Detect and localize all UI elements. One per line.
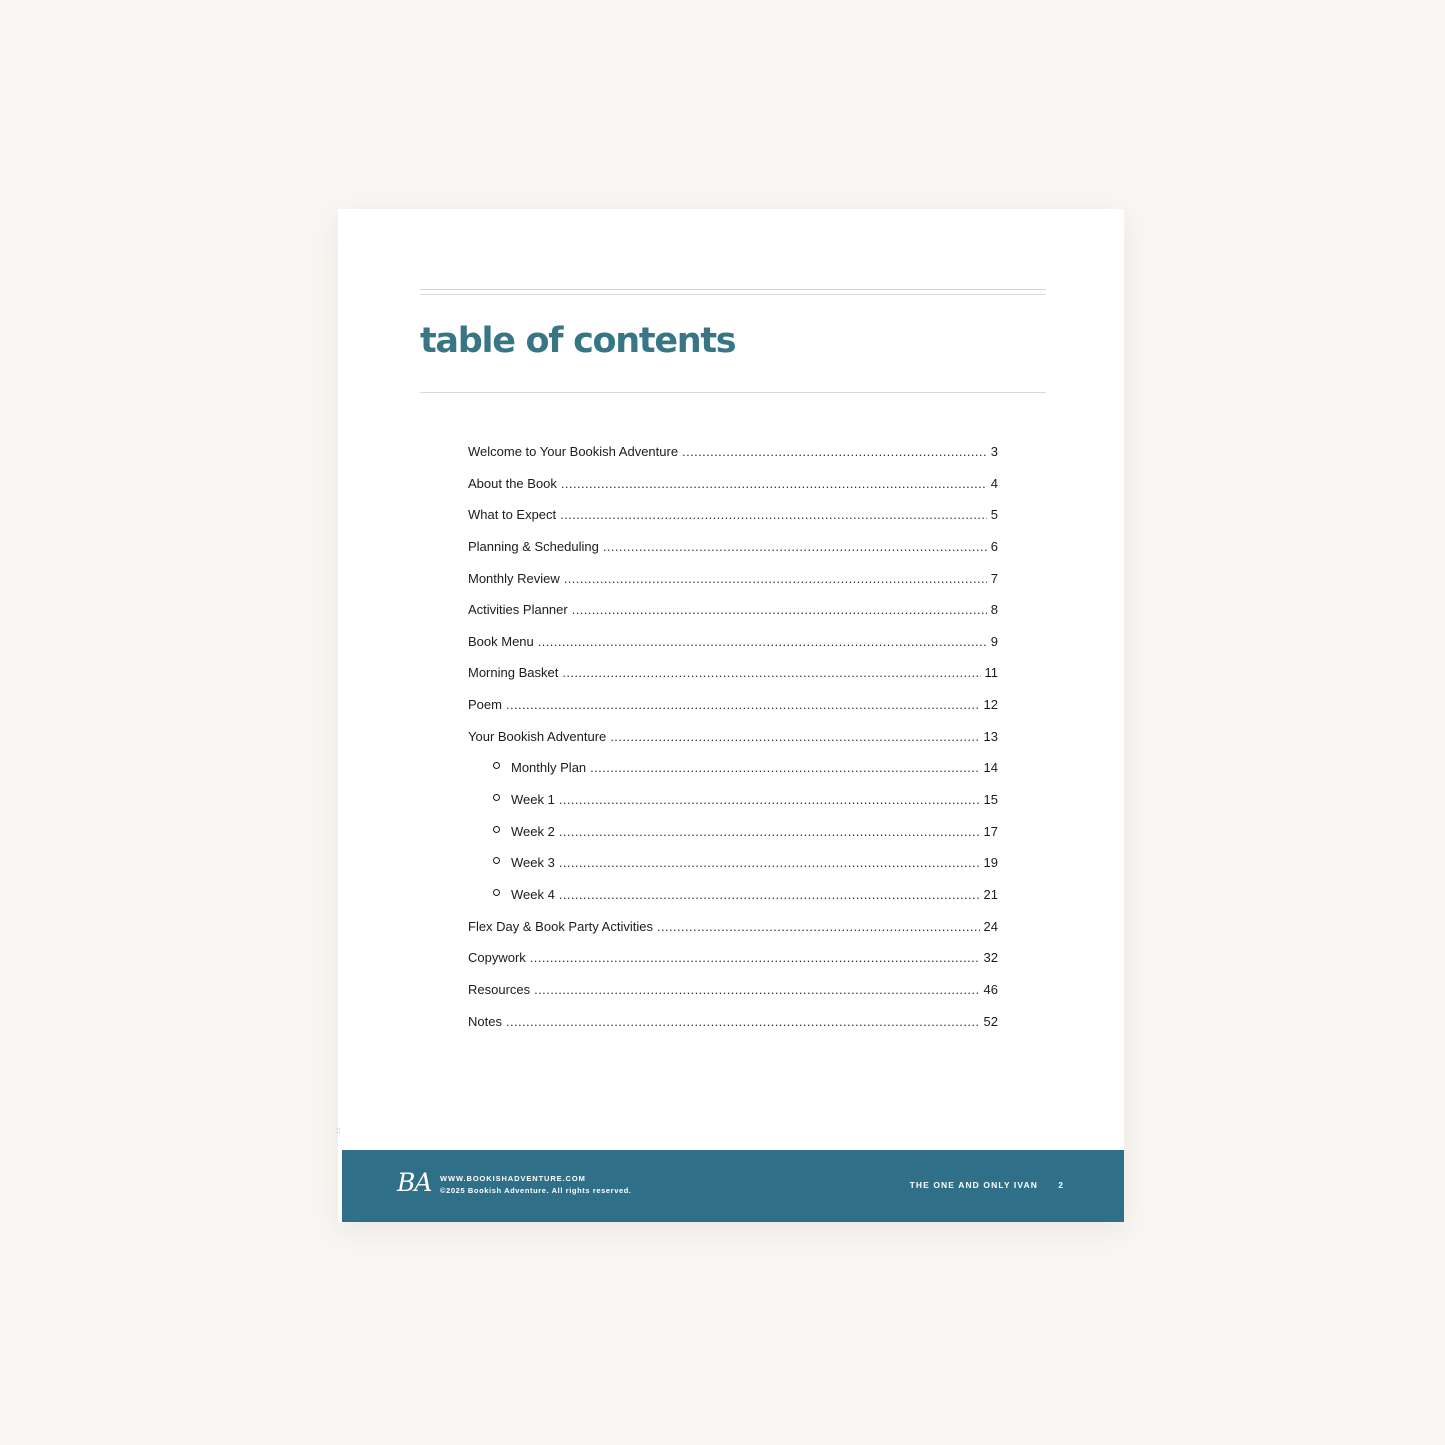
toc-entry-label: About the Book xyxy=(468,475,557,491)
dot-leader xyxy=(559,824,980,839)
page-title: table of contents xyxy=(420,321,736,361)
toc-entry[interactable] xyxy=(468,1014,998,1046)
toc-entry-page: 12 xyxy=(983,697,998,713)
toc-entry-label: Welcome to Your Bookish Adventure xyxy=(468,444,679,459)
circle-bullet-icon xyxy=(493,857,500,864)
dot-leader xyxy=(559,887,980,902)
dot-leader xyxy=(657,919,980,934)
toc-entry-label: Resources xyxy=(468,981,531,997)
toc-entry-page: 5 xyxy=(990,507,998,523)
toc-entry[interactable] xyxy=(468,697,998,729)
toc-entry-page: 24 xyxy=(983,918,998,934)
toc-entry[interactable] xyxy=(468,602,998,634)
toc-entry-page: 3 xyxy=(990,444,998,459)
dot-leader xyxy=(559,792,980,807)
toc-entry-label: Week 2 xyxy=(511,823,555,839)
toc-entry[interactable] xyxy=(468,919,998,951)
dot-leader xyxy=(538,634,987,649)
dot-leader xyxy=(506,1014,980,1029)
circle-bullet-icon xyxy=(493,794,500,801)
circle-bullet-icon xyxy=(493,826,500,833)
toc-entry-page: 17 xyxy=(983,823,998,839)
dot-leader xyxy=(562,665,980,680)
toc-entry-label: Morning Basket xyxy=(468,665,559,681)
page-footer xyxy=(342,1150,1124,1222)
toc-entry-label: Your Bookish Adventure xyxy=(468,728,607,744)
footer-book-title: THE ONE AND ONLY IVAN xyxy=(909,1180,1038,1190)
toc-entry[interactable] xyxy=(468,634,998,666)
toc-entry[interactable] xyxy=(468,950,998,982)
toc-entry-page: 19 xyxy=(983,855,998,871)
toc-entry-page: 4 xyxy=(990,475,998,491)
toc-entry-page: 11 xyxy=(984,665,998,681)
toc-entry-page: 32 xyxy=(983,950,998,966)
toc-entry-label: Week 3 xyxy=(511,855,555,871)
toc-entry-label: Activities Planner xyxy=(468,602,568,618)
footer-copyright: ©2025 Bookish Adventure. All rights reserved. xyxy=(440,1186,632,1195)
dot-leader xyxy=(561,476,987,491)
top-divider-secondary xyxy=(420,294,1046,295)
toc-entry-page: 9 xyxy=(990,633,998,649)
dot-leader xyxy=(560,507,987,522)
toc-entry-label: Week 1 xyxy=(511,792,555,808)
toc-entry-label: What to Expect xyxy=(468,507,557,523)
dot-leader xyxy=(534,982,979,997)
toc-entry[interactable] xyxy=(468,476,998,508)
toc-entry-label: Poem xyxy=(468,697,502,713)
toc-entry[interactable] xyxy=(468,444,998,476)
toc-entry-page: 6 xyxy=(990,538,998,554)
toc-entry[interactable] xyxy=(468,729,998,761)
dot-leader xyxy=(610,729,979,744)
toc-entry-page: 15 xyxy=(983,792,998,808)
toc-entry-label: Monthly Plan xyxy=(511,760,587,776)
dot-leader xyxy=(564,571,987,586)
dot-leader xyxy=(603,539,987,554)
toc-entry-label: Copywork xyxy=(468,950,526,966)
top-divider xyxy=(420,289,1046,290)
toc-entry-label: Book Menu xyxy=(468,633,534,649)
toc-entry[interactable] xyxy=(468,571,998,603)
toc-entry-page: 8 xyxy=(990,602,998,618)
brand-logo: BA xyxy=(397,1168,432,1197)
circle-bullet-icon xyxy=(493,762,500,769)
toc-entry[interactable] xyxy=(468,855,998,887)
toc-entry[interactable] xyxy=(468,982,998,1014)
toc-entry-page: 46 xyxy=(983,981,998,997)
toc-entry[interactable] xyxy=(468,539,998,571)
toc-entry-label: Notes xyxy=(468,1013,502,1029)
toc-entry[interactable] xyxy=(468,887,998,919)
toc-entry-label: Flex Day & Book Party Activities xyxy=(468,918,653,934)
corner-mark: :: xyxy=(336,1126,341,1135)
title-divider xyxy=(420,392,1046,393)
toc-entry[interactable] xyxy=(468,507,998,539)
toc-entry-label: Planning & Scheduling xyxy=(468,538,599,554)
toc-entry[interactable] xyxy=(468,665,998,697)
dot-leader xyxy=(530,950,980,965)
toc-entry[interactable] xyxy=(468,760,998,792)
dot-leader xyxy=(572,602,987,617)
document-page xyxy=(338,209,1124,1222)
toc-list xyxy=(468,444,998,1045)
toc-entry-page: 14 xyxy=(983,760,998,776)
dot-leader xyxy=(506,697,980,712)
footer-url: WWW.BOOKISHADVENTURE.COM xyxy=(440,1174,586,1183)
toc-entry[interactable] xyxy=(468,792,998,824)
toc-entry-page: 13 xyxy=(983,728,998,744)
footer-page-number: 2 xyxy=(1058,1180,1063,1190)
dot-leader xyxy=(590,760,979,775)
toc-entry-label: Week 4 xyxy=(511,886,555,902)
toc-entry-page: 7 xyxy=(990,570,998,586)
toc-entry-page: 21 xyxy=(983,886,998,902)
toc-entry[interactable] xyxy=(468,824,998,856)
toc-entry-label: Monthly Review xyxy=(468,570,560,586)
dot-leader xyxy=(682,444,987,459)
toc-entry-page: 52 xyxy=(983,1013,998,1029)
circle-bullet-icon xyxy=(493,889,500,896)
dot-leader xyxy=(559,855,980,870)
